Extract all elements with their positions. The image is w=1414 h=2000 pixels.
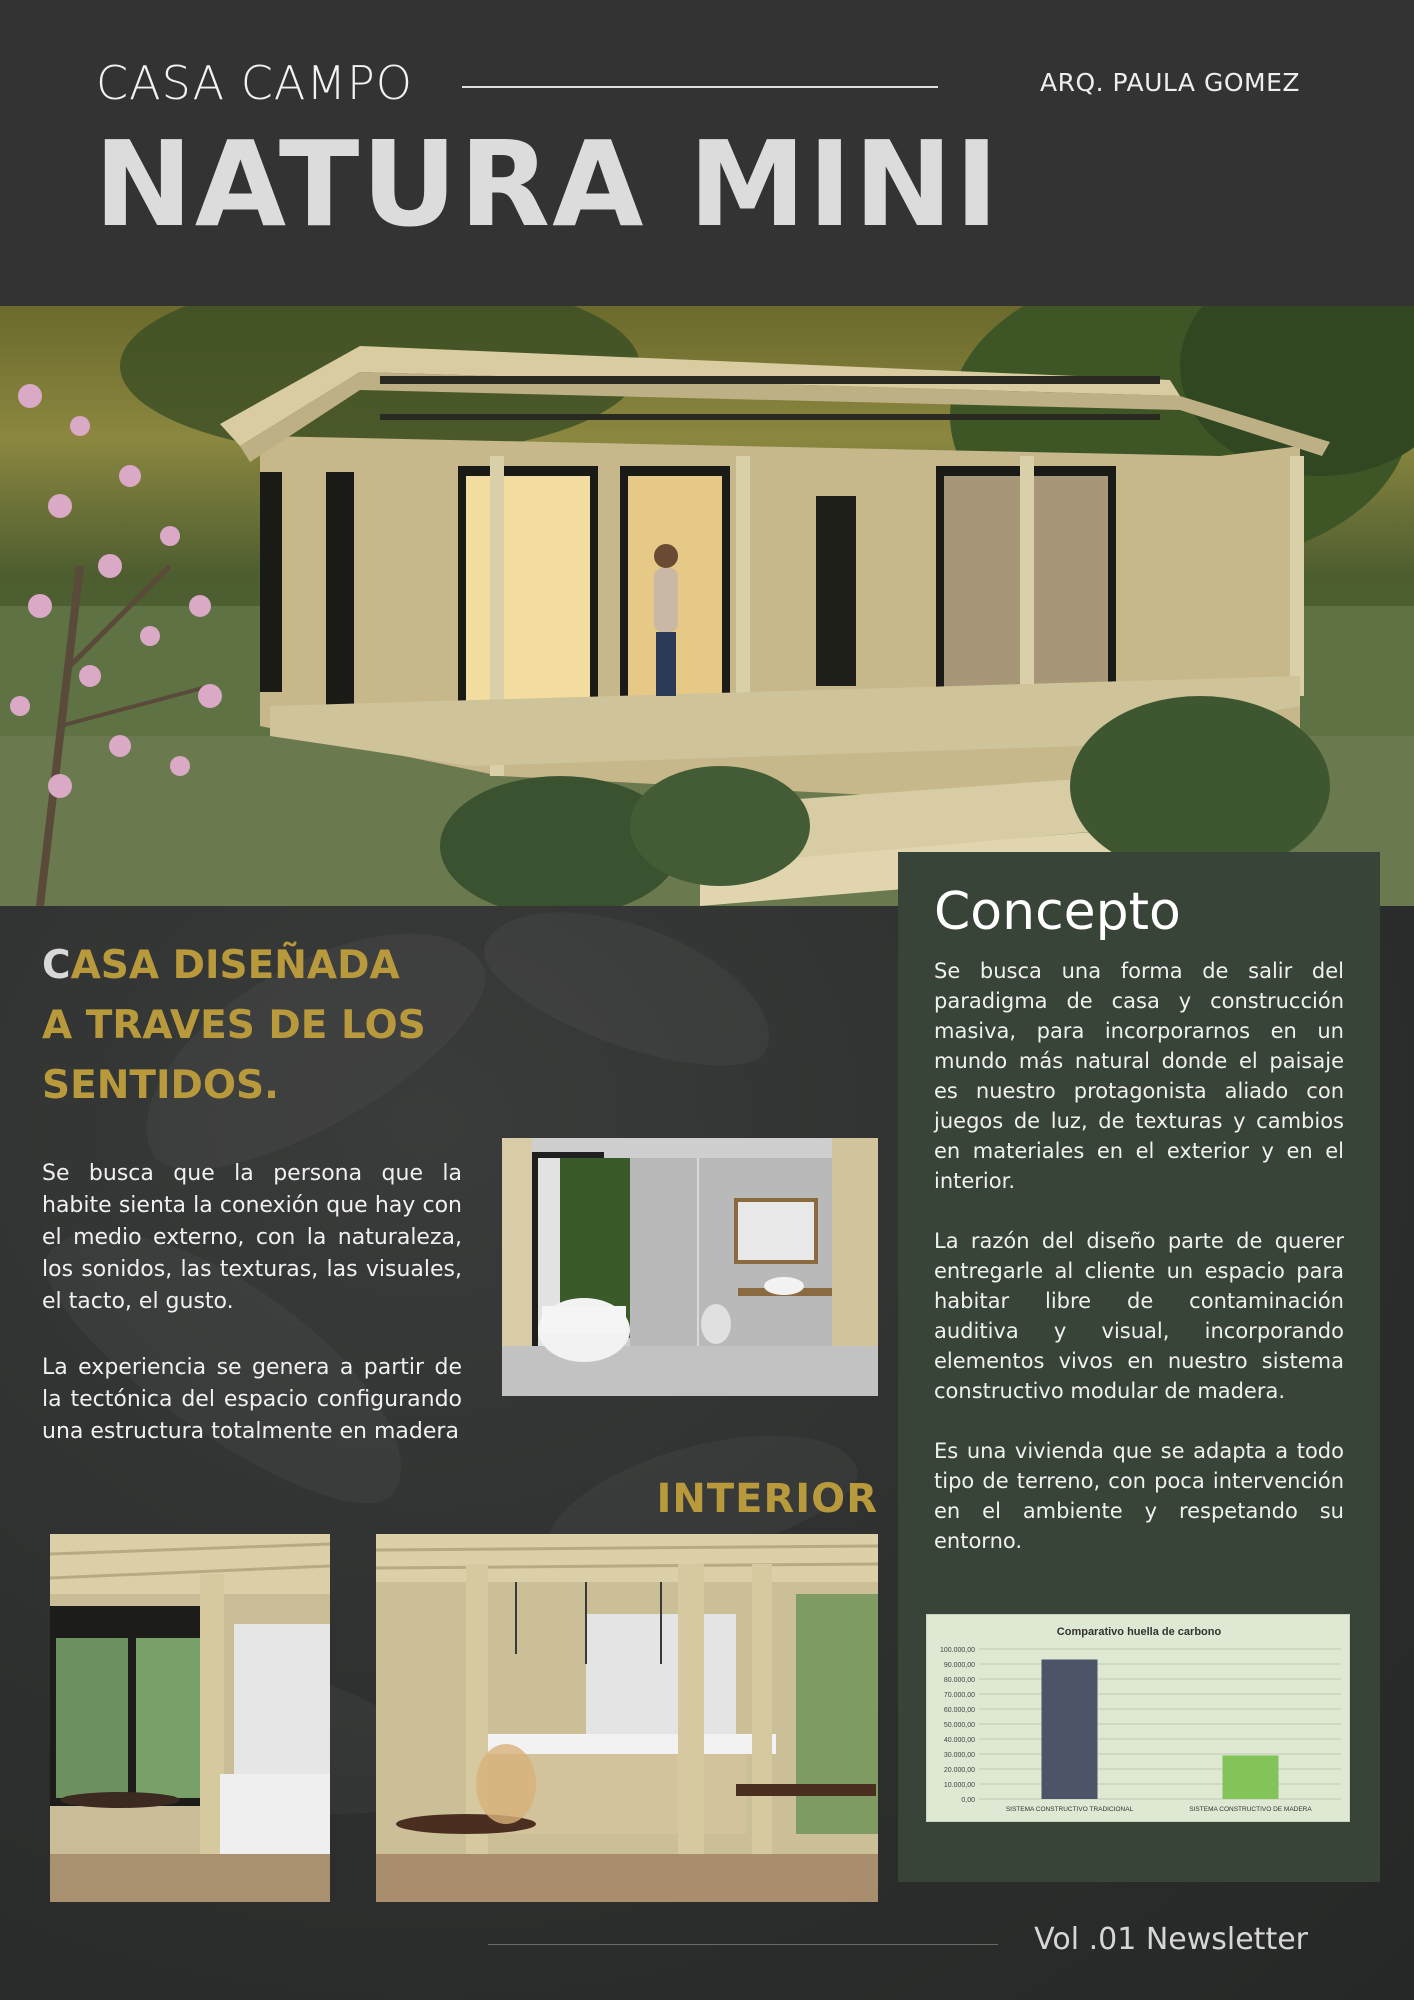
chart-bar	[1223, 1756, 1279, 1800]
left-paragraph-2: La experiencia se genera a partir de la tectónica del espacio configurando una estructura totalmente en madera	[42, 1355, 462, 1444]
concept-panel	[898, 852, 1380, 1882]
author-name: ARQ. PAULA GOMEZ	[1039, 68, 1300, 97]
heading-rest: ASA DISEÑADA A TRAVES DE LOS SENTIDOS.	[42, 943, 426, 1108]
chart-ytick-label: 80.000,00	[943, 1677, 975, 1684]
background-leaf	[469, 878, 792, 1093]
chart-category-label: SISTEMA CONSTRUCTIVO DE MADERA	[1189, 1806, 1312, 1813]
chart-ytick-label: 60.000,00	[943, 1707, 975, 1714]
chart-ytick-label: 50.000,00	[943, 1722, 975, 1729]
concept-paragraph-2: La razón del diseño parte de querer entregarle al cliente un espacio para habitar libre de contaminación auditiva y visual, incorporando elementos vivos en nuestro sistema constructivo modular de madera.	[934, 1229, 1344, 1403]
chart-ytick-label: 20.000,00	[943, 1767, 975, 1774]
footer-newsletter-label: Vol .01 Newsletter	[1034, 1922, 1308, 1957]
chart-bar	[1042, 1660, 1098, 1800]
bathroom-render	[502, 1138, 878, 1396]
chart-ytick-label: 100.000,00	[939, 1647, 975, 1654]
chart-svg	[927, 1615, 1351, 1823]
concept-paragraph-1: Se busca una forma de salir del paradigma de casa y construcción masiva, para incorporarnos en un mundo más natural donde el paisaje es nuestro protagonista aliado con juegos de luz, de texturas y cambios en materiales en el exterior y en el interior.	[934, 959, 1344, 1193]
chart-ytick-label: 10.000,00	[943, 1782, 975, 1789]
chart-ytick-label: 90.000,00	[943, 1662, 975, 1669]
chart-ytick-label: 0,00	[961, 1797, 975, 1804]
interior-label: INTERIOR	[656, 1476, 878, 1522]
interior-illustration-2	[376, 1534, 878, 1902]
chart-title: Comparativo huella de carbono	[1056, 1626, 1222, 1638]
chart-ytick-label: 70.000,00	[943, 1692, 975, 1699]
chart-ytick-label: 30.000,00	[943, 1752, 975, 1759]
kicker-title: CASA CAMPO	[96, 56, 413, 110]
bathroom-illustration	[502, 1138, 878, 1396]
chart-ytick-label: 40.000,00	[943, 1737, 975, 1744]
left-paragraph-1: Se busca que la persona que la habite sienta la conexión que hay con el medio externo, con la naturaleza, los sonidos, las texturas, las visuales, el tacto, el gusto.	[42, 1161, 462, 1314]
interior-illustration-1	[50, 1534, 330, 1902]
hero-house-render	[0, 306, 1414, 906]
left-heading	[42, 936, 442, 1116]
main-title: NATURA MINI	[94, 115, 1001, 253]
concept-title: Concepto	[934, 882, 1181, 942]
interior-render-1	[50, 1534, 330, 1902]
heading-first-letter: C	[42, 943, 71, 988]
header	[0, 0, 1414, 306]
footer-divider	[488, 1944, 998, 1945]
house-illustration	[0, 306, 1414, 906]
chart-category-label: SISTEMA CONSTRUCTIVO TRADICIONAL	[1005, 1806, 1134, 1813]
interior-render-2	[376, 1534, 878, 1902]
header-divider	[462, 86, 938, 88]
concept-paragraph-3: Es una vivienda que se adapta a todo tipo de terreno, con poca intervención en el ambiente y respetando su entorno.	[934, 1439, 1344, 1553]
carbon-footprint-chart	[926, 1614, 1350, 1822]
